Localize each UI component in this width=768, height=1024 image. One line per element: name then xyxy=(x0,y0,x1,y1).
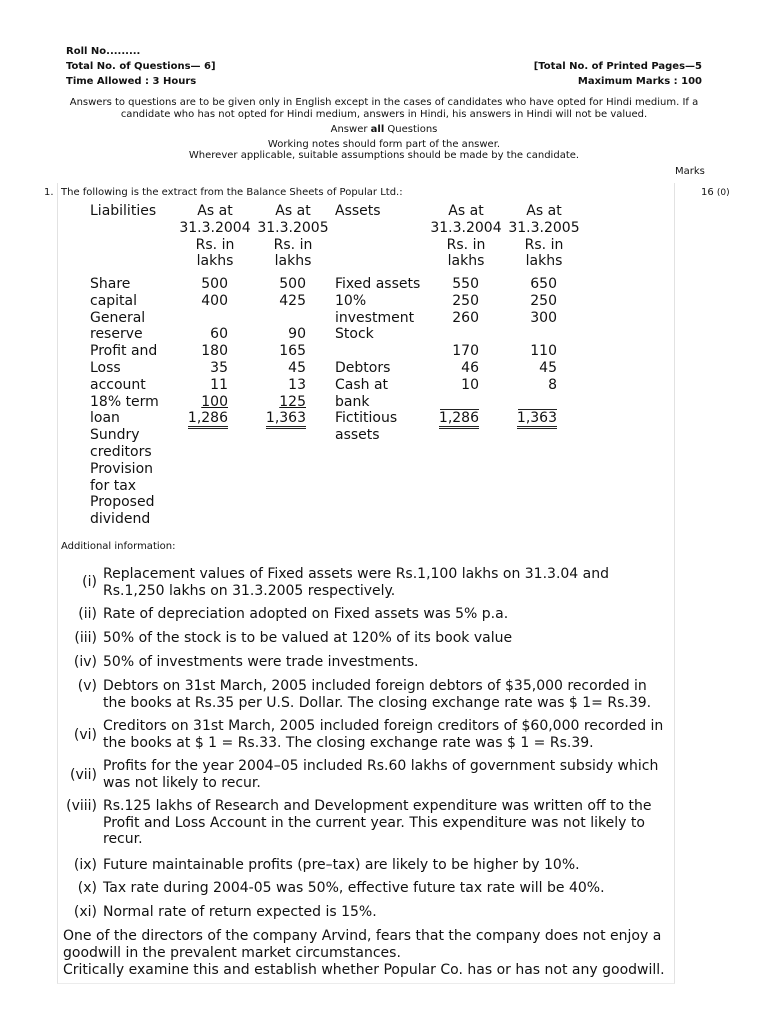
item-number: (ix) xyxy=(73,857,97,873)
header-asset-2004 xyxy=(428,203,504,270)
asset-label xyxy=(335,343,427,360)
liab-2004-values xyxy=(180,276,228,429)
item-text: Profits for the year 2004–05 included Rs.60 lakhs of government subsidy which was not likely to recur. xyxy=(103,758,659,791)
item-text: Normal rate of return expected is 15%. xyxy=(103,904,377,920)
liability-label: for tax xyxy=(90,477,137,494)
maximum-marks: Maximum Marks : 100 xyxy=(577,76,702,87)
liab-2004-value: 400 xyxy=(201,292,228,309)
header-asset-2005-line: 31.3.2005 xyxy=(508,219,580,236)
instruction-line-1: Answers to questions are to be given only in English except in the cases of candidates who have opted for Hindi medium. If a xyxy=(69,97,699,108)
liab-2005-value xyxy=(258,310,306,327)
asset-label: Debtors xyxy=(335,359,391,376)
asset-2005-value: 300 xyxy=(530,309,557,326)
item-text: 50% of the stock is to be valued at 120% of its book value xyxy=(103,630,513,646)
liability-label: Provision xyxy=(90,460,154,477)
liab-2004-value: 11 xyxy=(210,376,228,393)
liability-label: reserve xyxy=(90,326,143,343)
asset-label: Stock xyxy=(335,326,374,343)
asset-label: 10% xyxy=(335,292,367,309)
asset-labels xyxy=(335,276,427,444)
header-asset-2005-line: As at xyxy=(526,203,562,219)
asset-2005-total: 1,363 xyxy=(517,411,557,429)
asset-2005-subtotal-rule xyxy=(518,409,557,410)
header-asset-2004-line: As at xyxy=(448,203,484,219)
liability-label: loan xyxy=(90,410,120,427)
header-asset-2005-line: Rs. in xyxy=(524,236,564,253)
liab-2005-value: 425 xyxy=(279,292,306,309)
question-title: The following is the extract from the Balance Sheets of Popular Ltd.: xyxy=(61,187,403,198)
item-number: (viii) xyxy=(66,798,97,814)
item-text: Tax rate during 2004-05 was 50%, effective future tax rate will be 40%. xyxy=(103,880,605,896)
header-assets: Assets xyxy=(335,203,381,219)
liab-2005-values xyxy=(258,276,306,429)
liab-2005-value: 45 xyxy=(288,359,306,376)
marks-label: Marks xyxy=(675,166,705,177)
asset-2004-subtotal-rule xyxy=(440,409,479,410)
answer-suffix: Questions xyxy=(384,124,438,135)
item-number: (vii) xyxy=(70,767,97,783)
liability-label: Profit and xyxy=(90,343,158,360)
header-liabilities: Liabilities xyxy=(90,203,157,219)
liability-label: capital xyxy=(90,292,138,309)
header-asset-2005-line: lakhs xyxy=(525,253,563,270)
item-text: Replacement values of Fixed assets were Rs.1,100 lakhs on 31.3.04 and Rs.1,250 lakhs on 31.3.2005 respectively. xyxy=(103,566,609,599)
time-allowed: Time Allowed : 3 Hours xyxy=(66,76,197,87)
liab-2004-value: 180 xyxy=(201,343,228,360)
asset-2004-value xyxy=(431,394,479,411)
header-liab-2004-line: lakhs xyxy=(196,253,234,270)
item-text: Rate of depreciation adopted on Fixed assets was 5% p.a. xyxy=(103,606,509,622)
asset-label: investment xyxy=(335,309,415,326)
asset-2005-value: 45 xyxy=(539,359,557,376)
liability-label: account xyxy=(90,376,146,393)
asset-2004-value: 550 xyxy=(452,276,479,292)
liab-2005-total: 1,363 xyxy=(266,411,306,429)
item-number: (vi) xyxy=(73,727,97,743)
printed-pages: [Total No. of Printed Pages—5 xyxy=(533,61,702,72)
asset-2005-value: 8 xyxy=(548,376,557,393)
working-notes-instruction: Working notes should form part of the answer. xyxy=(267,139,501,150)
liab-2004-value: 100 xyxy=(201,393,228,410)
question-marks-value: 16 xyxy=(701,187,714,198)
liability-label: Proposed xyxy=(90,494,155,511)
answer-all-bold: all xyxy=(370,124,385,135)
item-text: Creditors on 31st March, 2005 included foreign creditors of $60,000 recorded in the books at $ 1 = Rs.33. The closing exchange rate was $ 1 = Rs.39. xyxy=(103,718,664,751)
asset-2004-value: 10 xyxy=(461,376,479,393)
header-liab-2004-line: Rs. in xyxy=(195,236,235,253)
header-liab-2005 xyxy=(255,203,331,270)
liability-label: Share xyxy=(90,276,131,292)
liab-2004-value xyxy=(180,310,228,327)
asset-2005-value: 110 xyxy=(530,343,557,360)
asset-label: Fixed assets xyxy=(335,276,421,292)
item-text: Rs.125 lakhs of Research and Development expenditure was written off to the Profit and Loss Account in the current year. This expenditure was not likely to recur. xyxy=(103,798,652,848)
header-liab-2004-line: As at xyxy=(197,203,233,219)
question-marks-sub: (0) xyxy=(716,188,730,198)
header-asset-2004-line: Rs. in xyxy=(446,236,486,253)
answer-all-instruction xyxy=(0,124,768,135)
asset-2004-value: 170 xyxy=(452,343,479,360)
asset-2005-value: 650 xyxy=(530,276,557,292)
liability-label: Sundry xyxy=(90,427,140,444)
liab-2005-value: 165 xyxy=(279,343,306,360)
asset-2004-value: 260 xyxy=(452,309,479,326)
asset-2005-value: 250 xyxy=(530,292,557,309)
liab-2004-value: 35 xyxy=(210,359,228,376)
item-number: (xi) xyxy=(73,904,97,920)
header-liab-2005-line: As at xyxy=(275,203,311,219)
answer-prefix: Answer xyxy=(330,124,371,135)
liab-2005-value: 90 xyxy=(288,326,306,343)
asset-2005-values xyxy=(509,276,557,429)
roll-number: Roll No......... xyxy=(66,46,141,57)
asset-2004-value: 46 xyxy=(461,359,479,376)
asset-label: bank xyxy=(335,393,370,410)
item-text: Future maintainable profits (pre–tax) are likely to be higher by 10%. xyxy=(103,857,580,873)
additional-information-label: Additional information: xyxy=(61,541,176,552)
liability-label: Loss xyxy=(90,359,121,376)
asset-2004-value xyxy=(431,326,479,343)
question-marks xyxy=(701,187,730,198)
header-asset-2004-line: lakhs xyxy=(447,253,485,270)
asset-label: Fictitious xyxy=(335,410,398,427)
header-liab-2004 xyxy=(177,203,253,270)
header-asset-2004-line: 31.3.2004 xyxy=(430,219,502,236)
assumptions-instruction: Wherever applicable, suitable assumptions should be made by the candidate. xyxy=(188,150,580,161)
item-number: (iv) xyxy=(73,654,97,670)
item-number: (ii) xyxy=(78,606,97,622)
item-text: Debtors on 31st March, 2005 included foreign debtors of $35,000 recorded in the books at Rs.35 per U.S. Dollar. The closing exchange rate was $ 1= Rs.39. xyxy=(103,678,652,711)
liab-2004-value: 500 xyxy=(201,276,228,292)
asset-2004-total: 1,286 xyxy=(439,411,479,429)
instruction-line-2: candidate who has not opted for Hindi medium, answers in Hindi, his answers in Hindi will not be valued. xyxy=(120,109,648,120)
question-number: 1. xyxy=(44,187,54,198)
liability-label: dividend xyxy=(90,511,151,528)
total-questions: Total No. of Questions— 6] xyxy=(66,61,216,72)
liability-label: 18% term xyxy=(90,393,159,410)
header-liab-2005-line: Rs. in xyxy=(273,236,313,253)
liability-labels xyxy=(90,276,176,528)
liab-2005-value: 500 xyxy=(279,276,306,292)
asset-2004-value: 250 xyxy=(452,292,479,309)
liability-label: General xyxy=(90,309,146,326)
header-liab-2005-line: lakhs xyxy=(274,253,312,270)
item-number: (x) xyxy=(77,880,97,896)
header-asset-2005 xyxy=(506,203,582,270)
liab-2004-value: 60 xyxy=(210,326,228,343)
liab-2005-value: 13 xyxy=(288,376,306,393)
asset-2005-value xyxy=(509,326,557,343)
item-number: (i) xyxy=(82,574,97,590)
liab-2004-total: 1,286 xyxy=(188,411,228,429)
item-number: (iii) xyxy=(74,630,97,646)
asset-2004-values xyxy=(431,276,479,429)
liab-2005-value: 125 xyxy=(279,393,306,410)
item-text: 50% of investments were trade investments. xyxy=(103,654,419,670)
header-liab-2004-line: 31.3.2004 xyxy=(179,219,251,236)
liability-label: creditors xyxy=(90,443,152,460)
closing-paragraph-1: One of the directors of the company Arvind, fears that the company does not enjoy a goodwill in the prevalent market circumstances. xyxy=(63,928,662,961)
asset-2005-value xyxy=(509,394,557,411)
asset-2005-total-wrap xyxy=(509,410,557,429)
asset-2004-total-wrap xyxy=(431,410,479,429)
liab-2005-total-wrap xyxy=(258,410,306,429)
asset-label: Cash at xyxy=(335,376,389,393)
closing-paragraph-2: Critically examine this and establish whether Popular Co. has or has not any goodwill. xyxy=(63,962,665,978)
asset-label: assets xyxy=(335,427,380,444)
header-liab-2005-line: 31.3.2005 xyxy=(257,219,329,236)
liab-2004-total-wrap xyxy=(180,410,228,429)
item-number: (v) xyxy=(77,678,97,694)
